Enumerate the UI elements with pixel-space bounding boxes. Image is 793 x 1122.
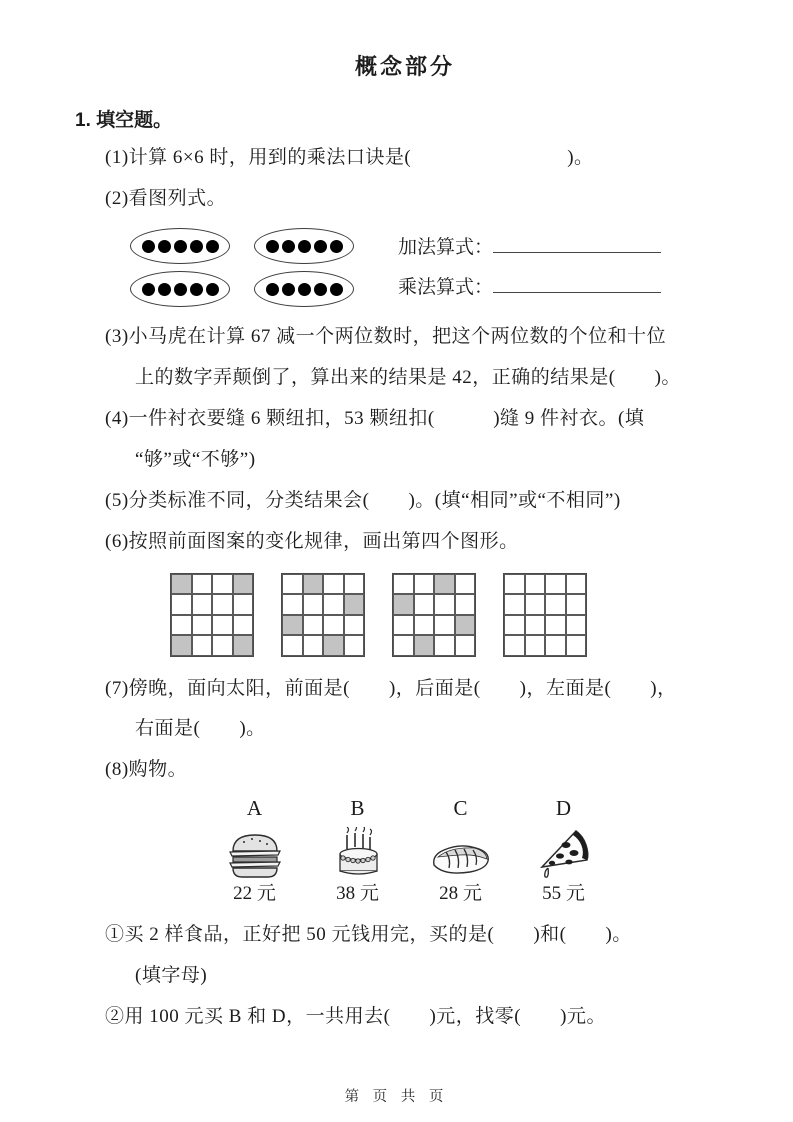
grid-cell — [393, 574, 414, 595]
grid-cell — [525, 615, 546, 636]
grid-cell — [212, 615, 233, 636]
hamburger-icon — [203, 825, 306, 879]
page-title: 概念部分 — [354, 54, 455, 79]
multiplication-formula-blank — [493, 272, 661, 293]
grid-cell — [303, 635, 324, 656]
grid-cell — [171, 615, 192, 636]
dot — [142, 283, 155, 296]
grid-cell — [192, 594, 213, 615]
cake-icon — [306, 825, 409, 879]
shop-item-a — [203, 793, 306, 909]
dot — [158, 240, 171, 253]
pattern-grids — [170, 573, 735, 657]
shop-item-d-letter: D — [555, 796, 572, 821]
question-8-sub1-line2: (填字母) — [135, 964, 208, 986]
grid-cell — [323, 594, 344, 615]
grid-cell — [323, 574, 344, 595]
question-8 — [105, 750, 735, 791]
grid-cell — [414, 615, 435, 636]
question-3 — [105, 317, 735, 399]
grid-cell — [344, 635, 365, 656]
question-5 — [105, 481, 735, 522]
grid-cell — [434, 574, 455, 595]
grid-cell — [303, 574, 324, 595]
grid-cell — [455, 635, 476, 656]
shop-item-d — [512, 793, 615, 909]
grid-cell — [525, 635, 546, 656]
formula-blanks — [398, 228, 661, 308]
question-8-text: (8)购物。 — [105, 759, 188, 781]
grid-cell — [545, 615, 566, 636]
pattern-grid-4 — [503, 573, 587, 657]
dot — [142, 240, 155, 253]
dot-groups — [130, 228, 356, 307]
grid-cell — [282, 635, 303, 656]
question-2-diagram — [130, 228, 735, 308]
pattern-grid-2 — [281, 573, 365, 657]
question-3-line2: 上的数字弄颠倒了，算出来的结果是 42，正确的结果是( )。 — [135, 367, 681, 389]
question-8-sub2-text: ②用 100 元买 B 和 D，一共用去( )元，找零( )元。 — [105, 1005, 606, 1027]
addition-formula-blank — [493, 232, 661, 253]
grid-cell — [282, 594, 303, 615]
addition-formula-label: 加法算式： — [398, 236, 494, 258]
dot — [174, 283, 187, 296]
shop-item-b — [306, 793, 409, 909]
question-1 — [105, 138, 735, 179]
pattern-grid-1 — [170, 573, 254, 657]
grid-cell — [414, 574, 435, 595]
multiplication-formula-row — [398, 268, 661, 308]
dot — [206, 240, 219, 253]
grid-cell — [323, 615, 344, 636]
grid-cell — [212, 594, 233, 615]
grid-cell — [566, 574, 587, 595]
shop-item-c-price: 28 元 — [439, 882, 482, 904]
dot — [266, 283, 279, 296]
shop-item-a-letter: A — [246, 796, 263, 821]
grid-cell — [525, 574, 546, 595]
question-5-text: (5)分类标准不同，分类结果会( )。(填“相同”或“不相同”) — [105, 489, 621, 511]
dot — [314, 283, 327, 296]
dot — [282, 240, 295, 253]
grid-cell — [455, 574, 476, 595]
dot — [298, 240, 311, 253]
dot — [330, 240, 343, 253]
grid-cell — [171, 594, 192, 615]
grid-cell — [566, 615, 587, 636]
shop-item-c — [409, 793, 512, 909]
grid-cell — [192, 635, 213, 656]
question-4-line1: (4)一件衬衣要缝 6 颗纽扣，53 颗纽扣( )缝 9 件衬衣。(填 — [105, 408, 645, 430]
grid-cell — [504, 594, 525, 615]
pattern-grid-3 — [392, 573, 476, 657]
grid-cell — [233, 635, 254, 656]
grid-cell — [504, 635, 525, 656]
dot-group — [130, 271, 230, 307]
grid-cell — [504, 615, 525, 636]
grid-cell — [545, 594, 566, 615]
grid-cell — [233, 594, 254, 615]
grid-cell — [233, 615, 254, 636]
question-2 — [105, 179, 735, 220]
grid-cell — [323, 635, 344, 656]
dot — [330, 283, 343, 296]
grid-cell — [171, 574, 192, 595]
pizza-icon — [512, 825, 615, 879]
grid-cell — [212, 635, 233, 656]
grid-cell — [192, 574, 213, 595]
grid-cell — [233, 574, 254, 595]
grid-cell — [434, 594, 455, 615]
question-3-line1: (3)小马虎在计算 67 减一个两位数时，把这个两位数的个位和十位 — [105, 326, 667, 348]
bread-icon — [409, 825, 512, 879]
grid-cell — [566, 635, 587, 656]
question-6-text: (6)按照前面图案的变化规律，画出第四个图形。 — [105, 530, 519, 552]
shop-item-b-price: 38 元 — [336, 882, 379, 904]
grid-cell — [434, 635, 455, 656]
dot-group — [254, 228, 354, 264]
grid-cell — [545, 635, 566, 656]
grid-cell — [393, 594, 414, 615]
question-4 — [105, 399, 735, 481]
grid-cell — [414, 594, 435, 615]
question-7 — [105, 669, 735, 751]
grid-cell — [393, 635, 414, 656]
dot — [314, 240, 327, 253]
grid-cell — [455, 615, 476, 636]
dot-group — [130, 228, 230, 264]
dot — [158, 283, 171, 296]
dot — [266, 240, 279, 253]
grid-cell — [344, 574, 365, 595]
page-footer: 第 页 共 页 — [344, 1089, 449, 1105]
grid-cell — [434, 615, 455, 636]
dot — [282, 283, 295, 296]
shop-item-a-price: 22 元 — [233, 882, 276, 904]
shop-item-d-price: 55 元 — [542, 882, 585, 904]
grid-cell — [414, 635, 435, 656]
dot-group — [254, 271, 354, 307]
question-8-sub2 — [105, 997, 735, 1038]
grid-cell — [525, 594, 546, 615]
section-heading: 1. 填空题。 — [75, 110, 173, 131]
grid-cell — [455, 594, 476, 615]
question-4-line2: “够”或“不够”) — [135, 449, 256, 470]
multiplication-formula-label: 乘法算式： — [398, 276, 494, 298]
grid-cell — [282, 574, 303, 595]
question-7-line1: (7)傍晚，面向太阳，前面是( )，后面是( )，左面是( )， — [105, 677, 677, 699]
question-1-text: (1)计算 6×6 时，用到的乘法口诀是( )。 — [105, 147, 594, 168]
grid-cell — [212, 574, 233, 595]
grid-cell — [344, 615, 365, 636]
grid-cell — [545, 574, 566, 595]
grid-cell — [504, 574, 525, 595]
grid-cell — [303, 594, 324, 615]
shop-item-b-letter: B — [350, 796, 365, 821]
shop-item-c-letter: C — [453, 796, 468, 821]
addition-formula-row — [398, 228, 661, 268]
grid-cell — [171, 635, 192, 656]
dot — [190, 240, 203, 253]
grid-cell — [303, 615, 324, 636]
grid-cell — [344, 594, 365, 615]
grid-cell — [393, 615, 414, 636]
question-8-sub1-line1: ①买 2 样食品，正好把 50 元钱用完，买的是( )和( )。 — [105, 923, 632, 945]
question-8-sub1 — [105, 915, 735, 997]
dot — [206, 283, 219, 296]
dot — [174, 240, 187, 253]
dot — [298, 283, 311, 296]
grid-cell — [566, 594, 587, 615]
dot — [190, 283, 203, 296]
grid-cell — [192, 615, 213, 636]
question-6 — [105, 522, 735, 563]
grid-cell — [282, 615, 303, 636]
question-2-text: (2)看图列式。 — [105, 187, 227, 209]
question-7-line2: 右面是( )。 — [135, 718, 266, 740]
shopping-items — [203, 793, 735, 909]
